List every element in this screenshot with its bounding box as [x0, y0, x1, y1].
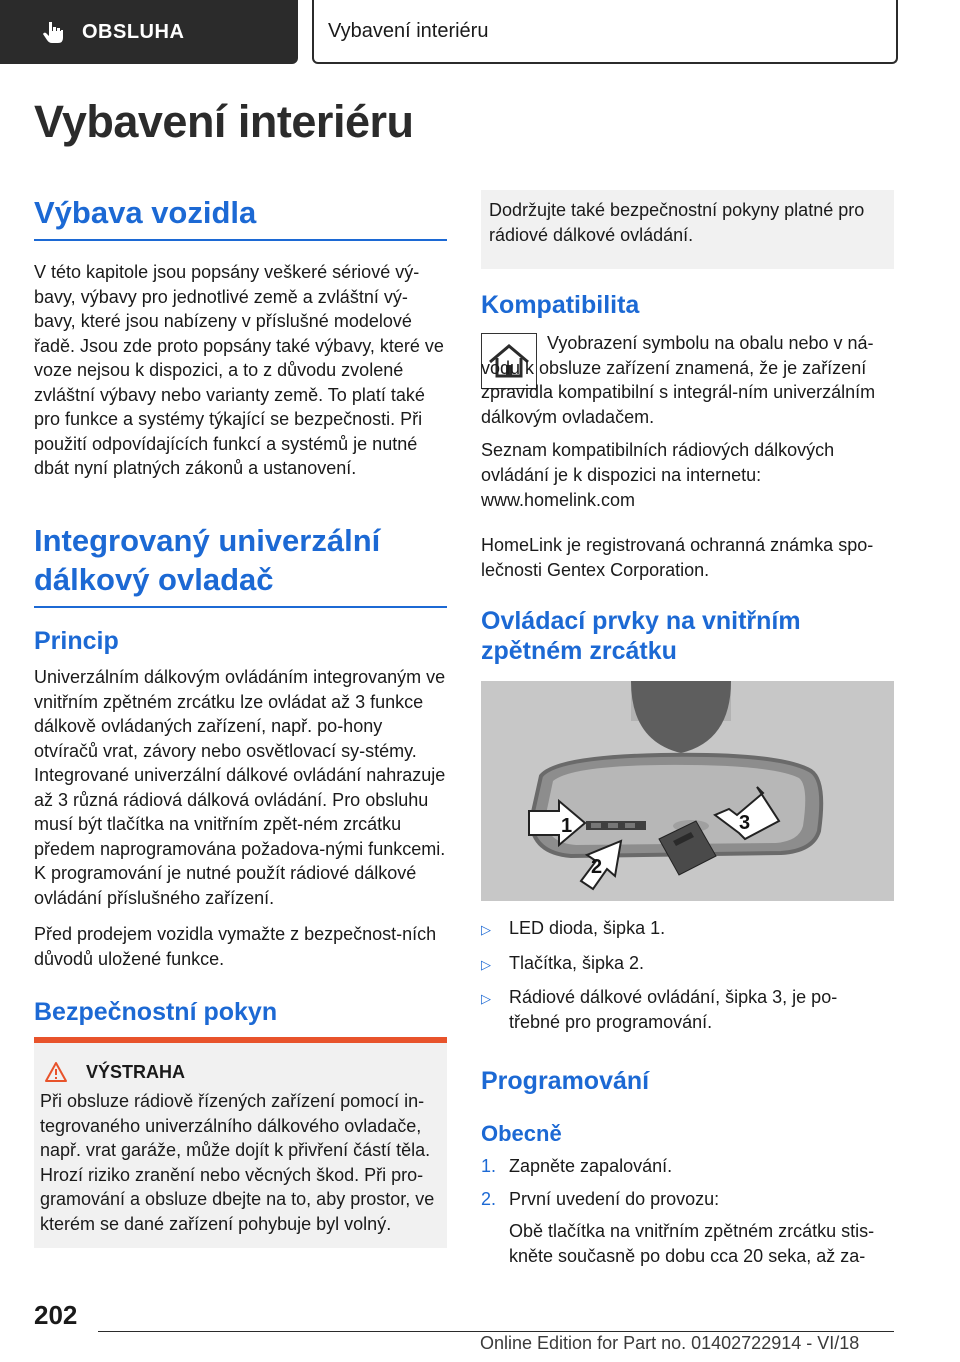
chapter-tab[interactable]	[312, 0, 898, 64]
footer-rule	[98, 1331, 894, 1332]
ovl-heading-line1: Ovládací prvky na vnitřním	[481, 607, 801, 635]
warning-box	[34, 1037, 447, 1248]
vybava-heading: Výbava vozidla	[34, 195, 257, 230]
kompat-heading: Kompatibilita	[481, 291, 640, 319]
princip-text: Univerzálním dálkovým ovládáním integrovaným ve vnitřním zpětném zrcátku lze ovládat až 3 funkce dálkově ovládaných zařízení, např. po-hony otvíračů vrat, závory nebo osvětlovací sy-stémy. Integrované univerzální dálkové ovládání nahrazuje až 3 různá rádiová dálková ovládání. Pro obsluhu musí být tlačítka na vnitřním zpět-ném zrcátku předem naprogramována požadova-nými funkcemi. K programování je nutné použít rádiové dálkové ovládání příslušného zařízení.	[34, 667, 446, 908]
homelink-url[interactable]: www.homelink.com	[481, 490, 636, 510]
warning-triangle-icon	[44, 1061, 68, 1083]
bullet-marker-icon: ▷	[481, 991, 491, 1006]
step-2-detail: Obě tlačítka na vnitřním zpětném zrcátku stis-kněte současně po dobu cca 20 seka, až za-	[509, 1221, 875, 1266]
list-item: ▷ Rádiové dálkové ovládání, šipka 3, je po-třebné pro programování.	[481, 985, 894, 1034]
list-item: 1. Zapněte zapalování.	[481, 1156, 673, 1176]
arrow-2-label: 2	[591, 856, 603, 878]
list-item: 2. První uvedení do provozu:	[481, 1188, 720, 1209]
section-label: OBSLUHA	[82, 20, 185, 43]
section-tab[interactable]	[0, 0, 298, 64]
seznam-text: Seznam kompatibilních rádiových dálkových ovládání je k dispozici na internetu:	[481, 440, 835, 485]
warning-text: Při obsluze rádiově řízených zařízení pomocí in-tegrovaného univerzálního dálkového ovladače, např. vrat garáže, může dojít k přivření částí těla. Hrozí riziko zranění nebo věcných škod. Při pro-gramování a obsluze dbejte na to, aby prostor, ve kterém se dané zařízení pohybuje byl volný.	[40, 1091, 435, 1234]
bullet-marker-icon: ▷	[481, 956, 491, 972]
integ-heading-line1: Integrovaný univerzální	[34, 523, 381, 558]
bezpec-heading: Bezpečnostní pokyn	[34, 998, 278, 1026]
integ-heading-line2: dálkový ovladač	[34, 561, 274, 597]
ovl-heading-line2: zpětném zrcátku	[481, 637, 677, 665]
bullet-marker-icon: ▷	[481, 922, 491, 937]
vybava-text: V této kapitole jsou popsány veškeré sériové vý-bavy, výbavy pro jednotlivé země a zvláštní vý-bavy, které jsou nabízeny v příslušné modelové řadě. Jsou zde proto popsány také výbavy, které ve voze nejsou k dispozici, a to z důvodu zvolené zvláštní výbavy nebo varianty země. To platí také pro funkce a systémy týkající se bezpečnosti. Při použití odpovídajících funkcí a systémů je nutné dbát nyní platných zákonů a ustanovení.	[34, 262, 444, 478]
note-box	[481, 190, 894, 269]
bullet-list	[481, 916, 894, 1034]
arrow-3-label: 3	[739, 812, 751, 834]
page-number: 202	[34, 1300, 78, 1330]
list-item: ▷ Tlačítka, šipka 2.	[481, 951, 894, 978]
obecne-heading: Obecně	[481, 1121, 562, 1146]
kompat-text: Vyobrazení symbolu na obalu nebo v ná-vodu k obsluze zařízení znamená, že je zařízení zpravidla kompatibilní s integrál-ním univerzálním dálkovým ovladačem.	[481, 333, 876, 427]
footer-edition: Online Edition for Part no. 01402722914 - VI/18	[480, 1333, 860, 1353]
mirror-figure	[481, 681, 894, 901]
arrow-1-label: 1	[561, 815, 573, 837]
princip-heading: Princip	[34, 627, 119, 655]
list-item: ▷ LED dioda, šipka 1.	[481, 916, 894, 943]
hand-icon	[40, 19, 66, 45]
heading-rule	[34, 606, 447, 608]
chapter-label: Vybavení interiéru	[328, 19, 489, 42]
warning-title: VÝSTRAHA	[86, 1061, 186, 1082]
heading-rule	[34, 239, 447, 241]
steps-list	[481, 1154, 894, 1268]
mirror-illustration	[481, 681, 894, 901]
princip-text-2: Před prodejem vozidla vymažte z bezpečnost-ních důvodů uložené funkce.	[34, 924, 437, 969]
note-text: Dodržujte také bezpečnostní pokyny platné pro rádiové dálkové ovládání.	[489, 200, 865, 245]
page-title: Vybavení interiéru	[34, 96, 414, 147]
prog-heading: Programování	[481, 1067, 650, 1095]
homelink-text: HomeLink je registrovaná ochranná známka spo-lečnosti Gentex Corporation.	[481, 535, 874, 580]
